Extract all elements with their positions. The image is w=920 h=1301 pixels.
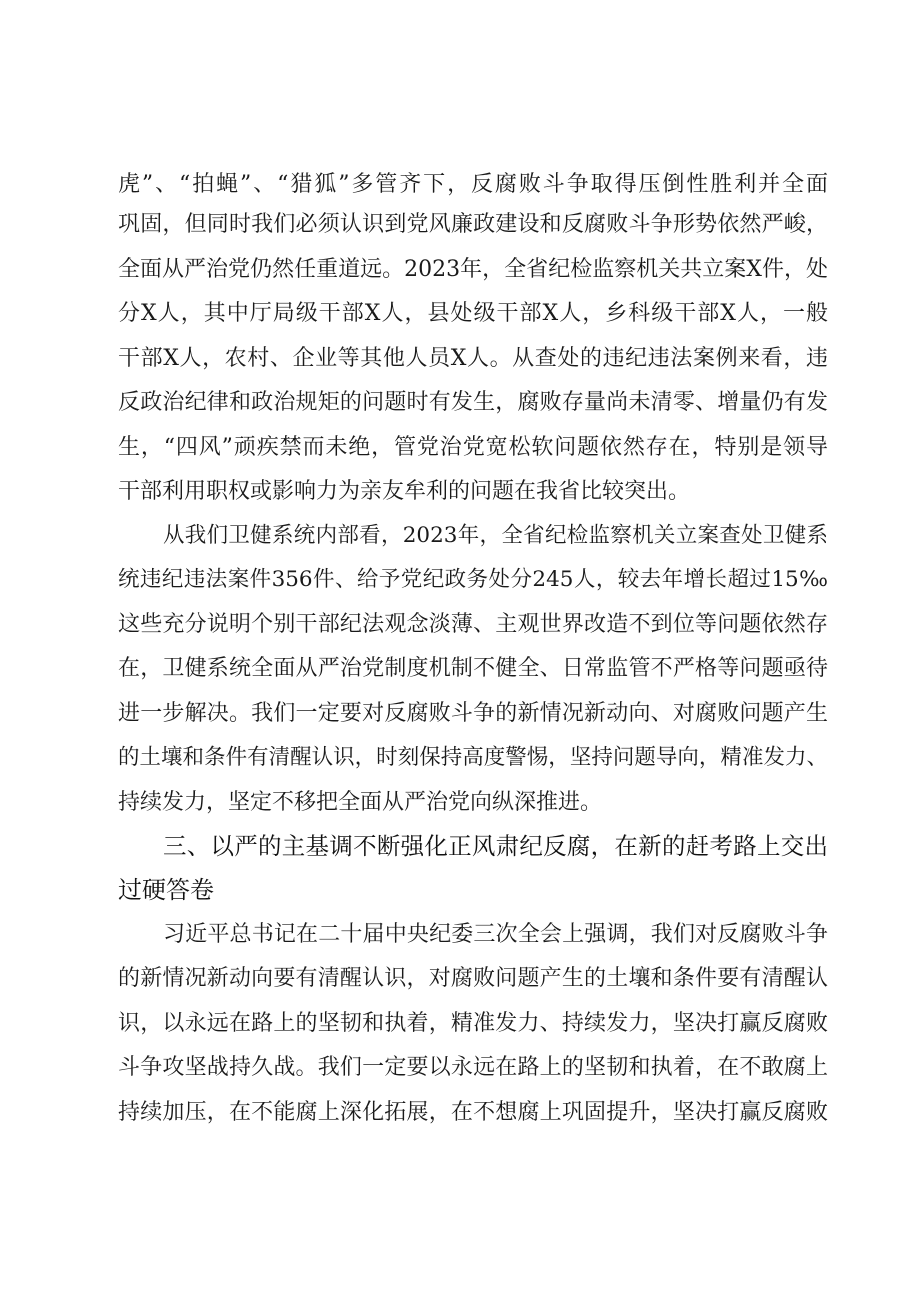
- paragraph-1-line-4: 分X人，其中厅局级干部X人，县处级干部X人，乡科级干部X人，一般: [118, 301, 828, 326]
- paragraph-1-line-6: 反政治纪律和政治规矩的问题时有发生，腐败存量尚未清零、增量仍有发: [118, 390, 828, 415]
- paragraph-1-line-8: 干部利用职权或影响力为亲友牟利的问题在我省比较突出。: [118, 479, 691, 504]
- paragraph-2-line-1: 从我们卫健系统内部看，2023年，全省纪检监察机关立案查处卫健系: [163, 523, 828, 548]
- paragraph-2-line-3: 这些充分说明个别干部纪法观念淡薄、主观世界改造不到位等问题依然存: [118, 612, 828, 637]
- paragraph-2-line-7: 持续发力，坚定不移把全面从严治党向纵深推进。: [118, 790, 603, 815]
- paragraph-3-line-5: 持续加压，在不能腐上深化拓展，在不想腐上巩固提升，坚决打赢反腐败: [118, 1100, 828, 1125]
- section-heading-line-2: 过硬答卷: [118, 876, 214, 904]
- paragraph-1-line-7: 生，“四风”顽疾禁而未绝，管党治党宽松软问题依然存在，特别是领导: [118, 435, 828, 460]
- paragraph-3-line-2: 的新情况新动向要有清醒认识，对腐败问题产生的土壤和条件要有清醒认: [118, 966, 828, 991]
- paragraph-3-line-3: 识，以永远在路上的坚韧和执着，精准发力、持续发力，坚决打赢反腐败: [118, 1011, 828, 1036]
- paragraph-2-line-5: 进一步解决。我们一定要对反腐败斗争的新情况新动向、对腐败问题产生: [118, 701, 828, 726]
- paragraph-1-line-2: 巩固，但同时我们必须认识到党风廉政建设和反腐败斗争形势依然严峻，: [118, 212, 828, 237]
- paragraph-2-line-4: 在，卫健系统全面从严治党制度机制不健全、日常监管不严格等问题亟待: [118, 656, 828, 681]
- paragraph-1-line-5: 干部X人，农村、企业等其他人员X人。从查处的违纪违法案例来看，违: [118, 346, 828, 371]
- paragraph-2-line-2: 统违纪违法案件356件、给予党纪政务处分245人，较去年增长超过15‰: [118, 567, 828, 592]
- paragraph-1-line-1: 虎”、“拍蝇”、“猎狐”多管齐下，反腐败斗争取得压倒性胜利并全面: [118, 172, 828, 197]
- section-heading-line-1: 三、以严的主基调不断强化正风肃纪反腐，在新的赶考路上交出: [163, 832, 828, 860]
- paragraph-3-line-1: 习近平总书记在二十届中央纪委三次全会上强调，我们对反腐败斗争: [163, 922, 828, 947]
- paragraph-3-line-4: 斗争攻坚战持久战。我们一定要以永远在路上的坚韧和执着，在不敢腐上: [118, 1055, 828, 1080]
- paragraph-2-line-6: 的土壤和条件有清醒认识，时刻保持高度警惕，坚持问题导向，精准发力、: [118, 745, 828, 770]
- paragraph-1-line-3: 全面从严治党仍然任重道远。2023年，全省纪检监察机关共立案X件，处: [118, 257, 828, 282]
